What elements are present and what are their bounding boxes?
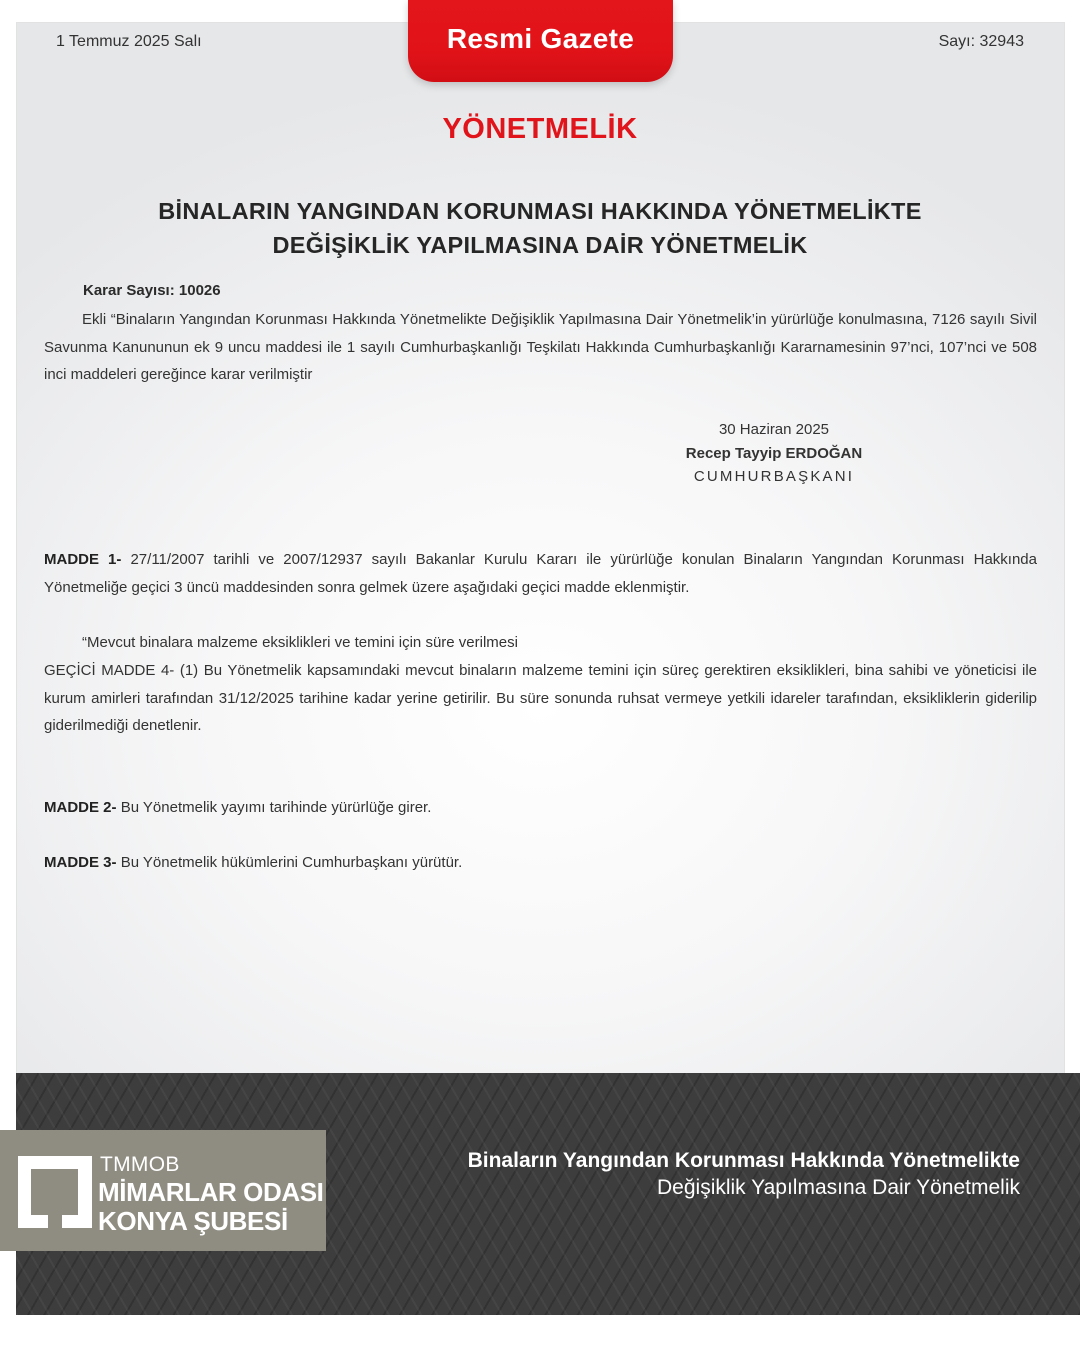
article-3-label: MADDE 3- (44, 854, 117, 871)
chamber-logo (0, 1130, 326, 1251)
regulation-title-line-1: BİNALARIN YANGINDAN KORUNMASI HAKKINDA YÖNETMELİKTE (158, 198, 922, 224)
provisional-article-4: GEÇİCİ MADDE 4- (1) Bu Yönetmelik kapsamındaki mevcut binaların malzeme temini için süreç gerektiren eksiklikleri, bina sahibi ve yöneticisi ile kurum amirleri tarafından 31/12/2025 tarihine kadar yerine getirilir. Bu süre sonunda ruhsat vermeye yetkili idareler tarafından, eksikliklerin giderilip giderilmediği denetlenir. (44, 662, 1037, 735)
article-1 (44, 546, 1037, 601)
article-2 (44, 799, 431, 816)
logo-org-line-3: KONYA ŞUBESİ (98, 1206, 288, 1236)
provisional-article-heading (44, 629, 1037, 657)
article-1-text: 27/11/2007 tarihli ve 2007/12937 sayılı Bakanlar Kurulu Kararı ile yürürlüğe konulan Binaların Yangından Korunması Hakkında Yönetmeliğe geçici 3 üncü maddesinden sonra gelmek üzere aşağıdaki geçici madde eklenmiştir. (44, 551, 1037, 596)
article-3 (44, 854, 462, 871)
signature-name: Recep Tayyip ERDOĞAN (685, 445, 863, 462)
section-label: YÖNETMELİK (442, 113, 638, 145)
footer-caption-line-1: Binaların Yangından Korunması Hakkında Yönetmelikte (467, 1149, 1020, 1172)
resmi-gazete-badge: Resmi Gazete (408, 0, 673, 82)
header-issue-number: Sayı: 32943 (938, 33, 1024, 50)
article-3-text: Bu Yönetmelik hükümlerini Cumhurbaşkanı yürütür. (120, 854, 463, 871)
bracket-logo-icon (18, 1156, 92, 1228)
decision-text: Ekli “Binaların Yangından Korunması Hakkında Yönetmelikte Değişiklik Yapılmasına Dair Yönetmelik’in yürürlüğe konulmasına, 7126 sayılı Sivil Savunma Kanununun ek 9 uncu maddesi ile 1 sayılı Cumhurbaşkanlığı Teşkilatı Hakkında Cumhurbaşkanlığı Kararnamesinin 97’nci, 107’nci ve 508 inci maddeleri gereğince karar verilmiştir (44, 311, 1037, 384)
article-1-label: MADDE 1- (44, 551, 122, 568)
article-2-text: Bu Yönetmelik yayımı tarihinde yürürlüğe girer. (120, 799, 432, 816)
signature-role: CUMHURBAŞKANI (693, 468, 855, 485)
logo-org-line-2: MİMARLAR ODASI (98, 1177, 324, 1207)
article-2-label: MADDE 2- (44, 799, 117, 816)
decision-number: Karar Sayısı: 10026 (83, 282, 221, 299)
regulation-title-line-2: DEĞİŞİKLİK YAPILMASINA DAİR YÖNETMELİK (272, 232, 808, 258)
provisional-article-heading-text: “Mevcut binalara malzeme eksiklikleri ve temini için süre verilmesi (82, 634, 518, 651)
header-date: 1 Temmuz 2025 Salı (56, 33, 202, 50)
logo-org-line-1: TMMOB (100, 1153, 180, 1176)
footer-caption-line-2: Değişiklik Yapılmasına Dair Yönetmelik (657, 1176, 1020, 1199)
regulation-title (0, 194, 1080, 262)
signature-date: 30 Haziran 2025 (718, 421, 830, 438)
decision-paragraph (44, 306, 1037, 389)
